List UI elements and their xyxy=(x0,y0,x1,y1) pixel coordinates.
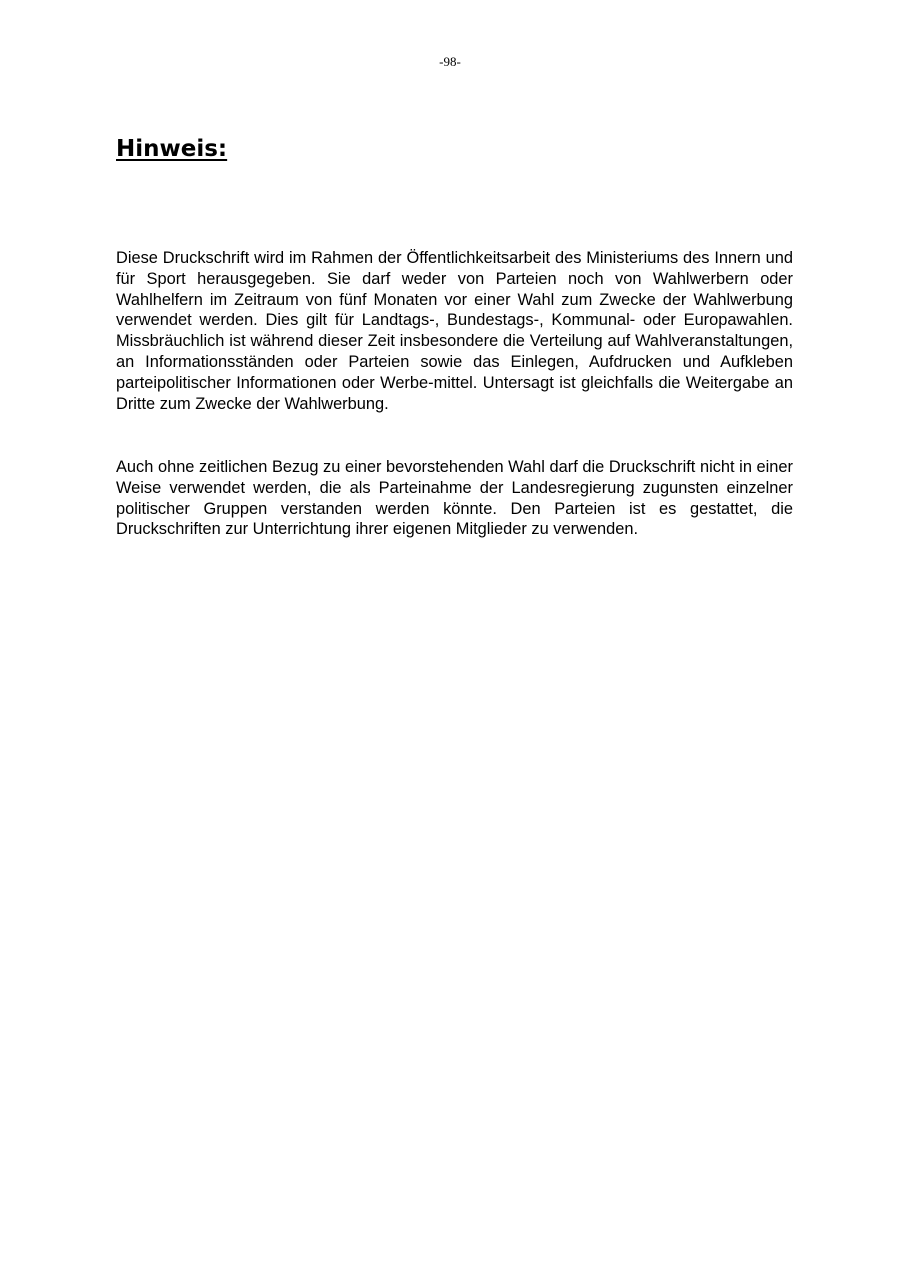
notice-paragraph-1: Diese Druckschrift wird im Rahmen der Öffentlichkeitsarbeit des Ministeriums des Innern und für Sport herausgegeben. Sie darf weder von Parteien noch von Wahlwerbern oder Wahlhelfern im Zeitraum von fünf Monaten vor einer Wahl zum Zwecke der Wahlwerbung verwendet werden. Dies gilt für Landtags-, Bundestags-, Kommunal- oder Europawahlen. Missbräuchlich ist während dieser Zeit insbesondere die Verteilung auf Wahlveranstaltungen, an Informationsständen oder Parteien sowie das Einlegen, Aufdrucken und Aufkleben parteipolitischer Informationen oder Werbe-mittel. Untersagt ist gleichfalls die Weitergabe an Dritte zum Zwecke der Wahlwerbung. xyxy=(116,249,793,413)
notice-heading: Hinweis: xyxy=(116,136,228,162)
notice-paragraph-2: Auch ohne zeitlichen Bezug zu einer bevorstehenden Wahl darf die Druckschrift nicht in einer Weise verwendet werden, die als Parteinahme der Landesregierung zugunsten einzelner politischer Gruppen verstanden werden könnte. Den Parteien ist es gestattet, die Druckschriften zur Unterrichtung ihrer eigenen Mitglieder zu verwenden. xyxy=(116,458,793,539)
page-number: -98- xyxy=(439,54,461,69)
